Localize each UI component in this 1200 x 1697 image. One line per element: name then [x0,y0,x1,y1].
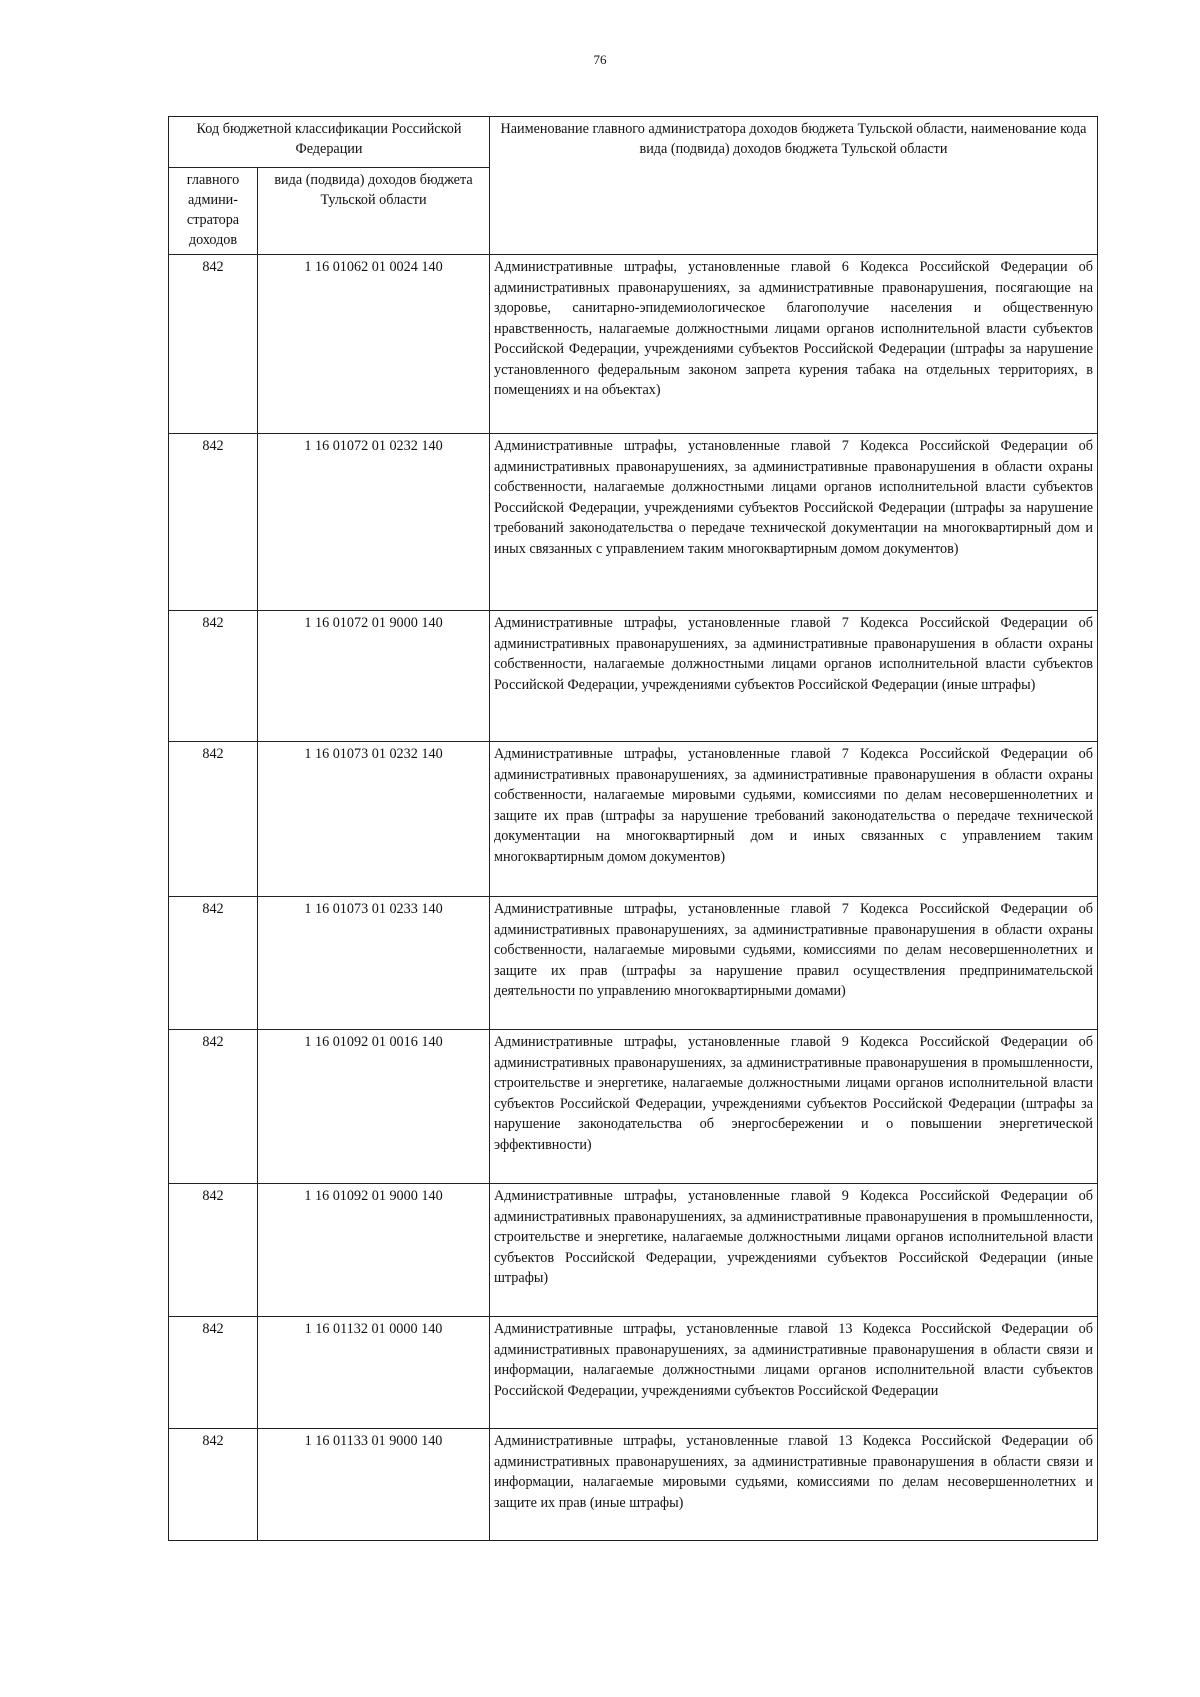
revenue-description-cell: Административные штрафы, установленные главой 13 Кодекса Российской Федерации об административных правонарушениях, за административные правонарушения в области связи и информации, налагаемые должностными лицами органов исполнительной власти субъектов Российской Федерации, учреждениями субъектов Российской Федерации [490,1317,1098,1429]
admin-code-cell: 842 [169,742,258,897]
admin-code-cell: 842 [169,1184,258,1317]
admin-code-cell: 842 [169,1317,258,1429]
header-administrator-name: Наименование главного администратора доходов бюджета Тульской области, наименование кода вида (подвида) доходов бюджета Тульской области [490,117,1098,255]
revenue-code-cell: 1 16 01092 01 9000 140 [258,1184,490,1317]
revenue-code-cell: 1 16 01132 01 0000 140 [258,1317,490,1429]
revenue-description-cell: Административные штрафы, установленные главой 9 Кодекса Российской Федерации об административных правонарушениях, за административные правонарушения в промышленности, строительстве и энергетике, налагаемые должностными лицами органов исполнительной власти субъектов Российской Федерации, учреждениями субъектов Российской Федерации (иные штрафы) [490,1184,1098,1317]
revenue-code-cell: 1 16 01073 01 0232 140 [258,742,490,897]
table-row [169,897,1098,1030]
revenue-description-cell: Административные штрафы, установленные главой 9 Кодекса Российской Федерации об административных правонарушениях, за административные правонарушения в промышленности, строительстве и энергетике, налагаемые должностными лицами органов исполнительной власти субъектов Российской Федерации, учреждениями субъектов Российской Федерации (штрафы за нарушение законодательства об энергосбережении и о повышении энергетической эффективности) [490,1030,1098,1184]
header-main-administrator: главного админи-стратора доходов [169,168,258,255]
revenue-description-cell: Административные штрафы, установленные главой 7 Кодекса Российской Федерации об административных правонарушениях, за административные правонарушения в области охраны собственности, налагаемые должностными лицами органов исполнительной власти субъектов Российской Федерации, учреждениями субъектов Российской Федерации (иные штрафы) [490,611,1098,742]
revenue-description-cell: Административные штрафы, установленные главой 6 Кодекса Российской Федерации об административных правонарушениях, за административные правонарушения, посягающие на здоровье, санитарно-эпидемиологическое благополучие населения и общественную нравственность, налагаемые должностными лицами органов исполнительной власти субъектов Российской Федерации, учреждениями субъектов Российской Федерации (штрафы за нарушение установленного федеральным законом запрета курения табака на отдельных территориях, в помещениях и на объектах) [490,255,1098,434]
table-row [169,255,1098,434]
table-row [169,742,1098,897]
admin-code-cell: 842 [169,434,258,611]
revenue-code-cell: 1 16 01073 01 0233 140 [258,897,490,1030]
table-row [169,1317,1098,1429]
revenue-code-cell: 1 16 01072 01 0232 140 [258,434,490,611]
table-row [169,611,1098,742]
revenue-description-cell: Административные штрафы, установленные главой 13 Кодекса Российской Федерации об административных правонарушениях, за административные правонарушения в области связи и информации, налагаемые мировыми судьями, комиссиями по делам несовершеннолетних и защите их прав (иные штрафы) [490,1429,1098,1541]
table-body [169,255,1098,1541]
revenue-description-cell: Административные штрафы, установленные главой 7 Кодекса Российской Федерации об административных правонарушениях, за административные правонарушения в области охраны собственности, налагаемые мировыми судьями, комиссиями по делам несовершеннолетних и защите их прав (штрафы за нарушение требований законодательства о передаче технической документации на многоквартирный дом и иных связанных с управлением таким многоквартирным домом документов) [490,742,1098,897]
admin-code-cell: 842 [169,1030,258,1184]
admin-code-cell: 842 [169,255,258,434]
revenue-code-cell: 1 16 01133 01 9000 140 [258,1429,490,1541]
revenue-description-cell: Административные штрафы, установленные главой 7 Кодекса Российской Федерации об административных правонарушениях, за административные правонарушения в области охраны собственности, налагаемые мировыми судьями, комиссиями по делам несовершеннолетних и защите их прав (штрафы за нарушение правил осуществления предпринимательской деятельности по управлению многоквартирными домами) [490,897,1098,1030]
revenue-code-cell: 1 16 01072 01 9000 140 [258,611,490,742]
table-row [169,1030,1098,1184]
revenue-code-cell: 1 16 01062 01 0024 140 [258,255,490,434]
table-row [169,434,1098,611]
budget-classification-table [168,116,1098,1541]
revenue-code-cell: 1 16 01092 01 0016 140 [258,1030,490,1184]
header-budget-code-group: Код бюджетной классификации Российской Федерации [169,117,490,168]
header-revenue-code: вида (подвида) доходов бюджета Тульской области [258,168,490,255]
table-row [169,1184,1098,1317]
page-number: 76 [593,52,607,67]
table-header [169,117,1098,255]
admin-code-cell: 842 [169,1429,258,1541]
table-row [169,1429,1098,1541]
header-row-top [169,117,1098,168]
admin-code-cell: 842 [169,611,258,742]
admin-code-cell: 842 [169,897,258,1030]
revenue-description-cell: Административные штрафы, установленные главой 7 Кодекса Российской Федерации об административных правонарушениях, за административные правонарушения в области охраны собственности, налагаемые должностными лицами органов исполнительной власти субъектов Российской Федерации, учреждениями субъектов Российской Федерации (штрафы за нарушение требований законодательства о передаче технической документации на многоквартирный дом и иных связанных с управлением таким многоквартирным домом документов) [490,434,1098,611]
